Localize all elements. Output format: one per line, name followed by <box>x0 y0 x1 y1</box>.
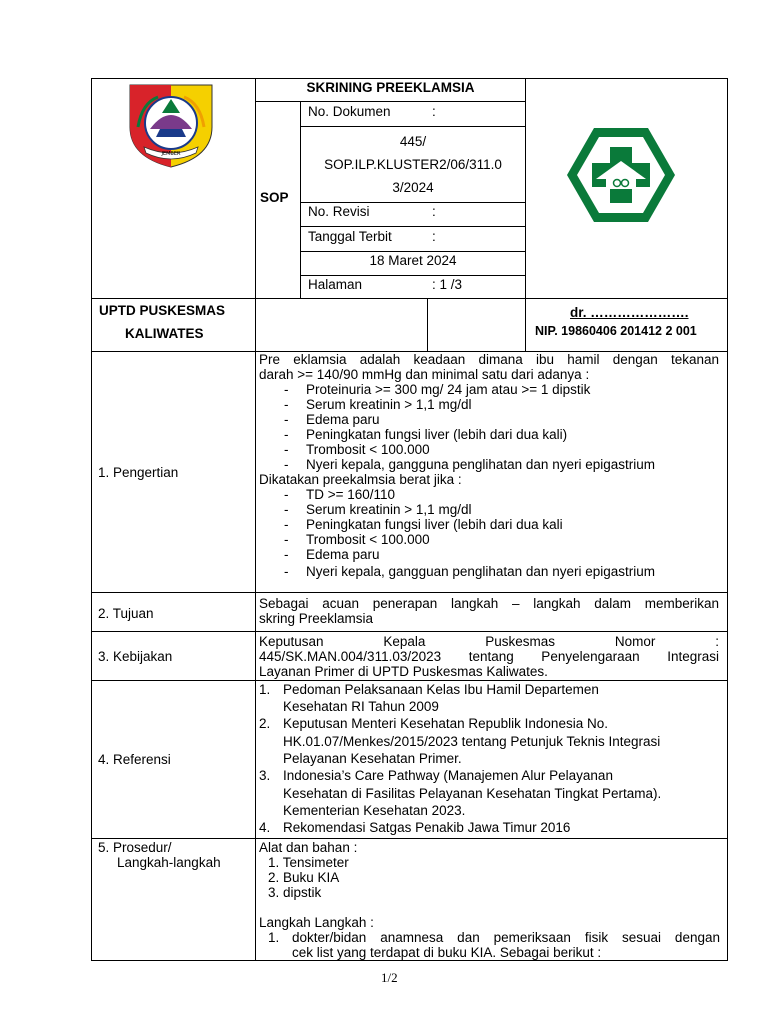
prosedur-tool-item: 2. Buku KIA <box>268 870 340 885</box>
referensi-item-line: Pedoman Pelaksanaan Kelas Ibu Hamil Departemen <box>283 682 599 697</box>
pengertian-list2-item: - Nyeri kepala, gangguan penglihatan dan nyeri epigastrium <box>284 564 655 579</box>
no-revisi-colon: : <box>432 204 436 219</box>
halaman-value: : 1 /3 <box>432 277 463 292</box>
referensi-item-line: HK.01.07/Menkes/2015/2023 tentang Petunjuk Teknis Integrasi <box>283 734 661 749</box>
referensi-item-line: Rekomendasi Satgas Penakib Jawa Timur 2016 <box>283 820 571 835</box>
tanggal-terbit-label: Tanggal Terbit <box>308 229 392 244</box>
referensi-item-number: 3. <box>259 768 271 783</box>
referensi-item-line: Indonesia’s Care Pathway (Manajemen Alur Pelayanan <box>283 768 613 783</box>
tujuan-label: 2. Tujuan <box>98 606 154 621</box>
no-dokumen-colon: : <box>432 104 436 119</box>
halaman-label: Halaman <box>308 277 363 292</box>
pengertian-list1-item: - Proteinuria >= 300 mg/ 24 jam atau >= 1 dipstik <box>284 382 591 397</box>
pengertian-severe-intro: Dikatakan preekalmsia berat jika : <box>259 472 462 487</box>
pengertian-list2-item: - Trombosit < 100.000 <box>284 532 430 547</box>
pengertian-intro-line1: Pre eklamsia adalah keadaan dimana ibu hamil dengan tekanan <box>259 352 719 367</box>
no-dokumen-value-line2: SOP.ILP.KLUSTER2/06/311.0 <box>324 157 502 172</box>
prosedur-label-line1: 5. Prosedur/ <box>98 840 172 855</box>
referensi-item-number: 1. <box>259 682 271 697</box>
prosedur-step-line1: dokter/bidan anamnesa dan pemeriksaan fisik sesuai dengan <box>292 930 720 945</box>
kebijakan-line1: Keputusan Kepala Puskesmas Nomor : <box>259 634 719 649</box>
signer-nip: NIP. 19860406 201412 2 001 <box>535 324 697 338</box>
puskesmas-logo <box>566 125 676 225</box>
pengertian-intro-line2: darah >= 140/90 mmHg dan minimal satu dari adanya : <box>259 367 590 382</box>
no-dokumen-value-line3: 3/2024 <box>392 180 434 195</box>
no-dokumen-value-line1: 445/ <box>399 134 427 149</box>
pengertian-list2-item: - Peningkatan fungsi liver (lebih dari dua kali <box>284 517 563 532</box>
no-dokumen-label: No. Dokumen <box>308 104 391 119</box>
prosedur-tool-item: 1. Tensimeter <box>268 855 349 870</box>
kebijakan-line3: Layanan Primer di UPTD Puskesmas Kaliwates. <box>259 664 548 679</box>
referensi-item-line: Keputusan Menteri Kesehatan Republik Indonesia No. <box>283 716 608 731</box>
referensi-item-number: 2. <box>259 716 271 731</box>
page-number: 1/2 <box>381 970 398 985</box>
document-title: SKRINING PREEKLAMSIA <box>306 80 475 95</box>
prosedur-step-line2: cek list yang terdapat di buku KIA. Sebagai berikut : <box>292 945 602 960</box>
prosedur-steps-title: Langkah Langkah : <box>259 915 374 930</box>
tujuan-line2: skring Preeklamsia <box>259 611 374 626</box>
referensi-label: 4. Referensi <box>98 752 171 767</box>
pengertian-list1-item: - Serum kreatinin > 1,1 mg/dl <box>284 397 472 412</box>
pengertian-label: 1. Pengertian <box>98 465 179 480</box>
referensi-item-line: Pelayanan Kesehatan Primer. <box>283 751 462 766</box>
referensi-item-line: Kementerian Kesehatan 2023. <box>283 803 466 818</box>
prosedur-label-line2: Langkah-langkah <box>117 855 221 870</box>
prosedur-tool-item: 3. dipstik <box>268 885 322 900</box>
referensi-item-line: Kesehatan RI Tahun 2009 <box>283 699 439 714</box>
sop-label: SOP <box>260 190 289 205</box>
jember-regency-logo <box>126 83 216 169</box>
org-name-line2: KALIWATES <box>125 326 204 341</box>
referensi-item-number: 4. <box>259 820 271 835</box>
no-revisi-label: No. Revisi <box>308 204 370 219</box>
pengertian-list1-item: - Trombosit < 100.000 <box>284 442 430 457</box>
pengertian-list2-item: - Serum kreatinin > 1,1 mg/dl <box>284 502 472 517</box>
tanggal-terbit-colon: : <box>432 229 436 244</box>
referensi-item-line: Kesehatan di Fasilitas Pelayanan Kesehatan Tingkat Pertama). <box>283 786 662 801</box>
pengertian-list1-item: - Nyeri kepala, gangguna penglihatan dan nyeri epigastrium <box>284 457 655 472</box>
prosedur-step-number: 1. <box>268 930 280 945</box>
signer-name: dr. …………………. <box>570 305 689 320</box>
org-name-line1: UPTD PUSKESMAS <box>99 303 226 318</box>
tujuan-line1: Sebagai acuan penerapan langkah – langkah dalam memberikan <box>259 596 719 611</box>
pengertian-list2-item: - TD >= 160/110 <box>284 487 396 502</box>
svg-text:JEMBER: JEMBER <box>161 151 181 157</box>
kebijakan-label: 3. Kebijakan <box>98 649 173 664</box>
pengertian-list1-item: - Edema paru <box>284 412 380 427</box>
pengertian-list2-item: - Edema paru <box>284 547 380 562</box>
pengertian-list1-item: - Peningkatan fungsi liver (lebih dari dua kali) <box>284 427 568 442</box>
tanggal-terbit-value: 18 Maret 2024 <box>369 253 457 268</box>
prosedur-tools-title: Alat dan bahan : <box>259 840 358 855</box>
kebijakan-line2: 445/SK.MAN.004/311.03/2023 tentang Penyelengaraan Integrasi <box>259 649 719 664</box>
